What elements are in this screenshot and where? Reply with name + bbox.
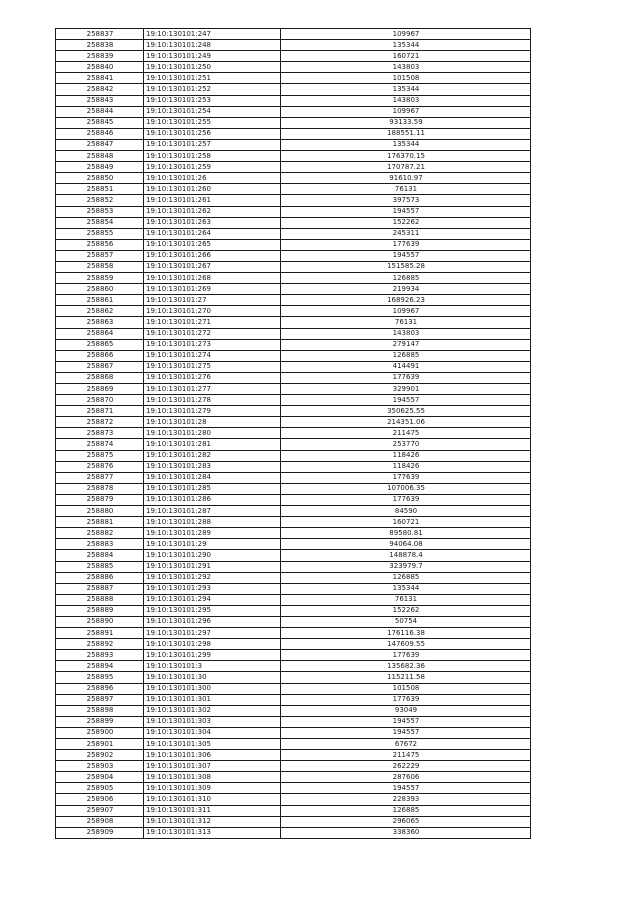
row-number-cell: 258889 <box>56 605 144 616</box>
row-number-cell: 258848 <box>56 151 144 162</box>
value-cell: 126885 <box>281 273 531 284</box>
table-row <box>56 594 531 605</box>
row-number-cell: 258894 <box>56 661 144 672</box>
row-number-cell: 258866 <box>56 350 144 361</box>
value-cell: 214351.06 <box>281 417 531 428</box>
value-cell: 152262 <box>281 217 531 228</box>
table-row <box>56 428 531 439</box>
table-row <box>56 783 531 794</box>
value-cell: 126885 <box>281 805 531 816</box>
value-cell: 101508 <box>281 73 531 84</box>
cadastral-number-cell: 19:10:130101:273 <box>144 339 281 350</box>
value-cell: 414491 <box>281 361 531 372</box>
row-number-cell: 258839 <box>56 51 144 62</box>
cadastral-number-cell: 19:10:130101:27 <box>144 295 281 306</box>
table-row <box>56 217 531 228</box>
cadastral-number-cell: 19:10:130101:312 <box>144 816 281 827</box>
row-number-cell: 258854 <box>56 217 144 228</box>
row-number-cell: 258856 <box>56 239 144 250</box>
cadastral-number-cell: 19:10:130101:275 <box>144 361 281 372</box>
cadastral-number-cell: 19:10:130101:247 <box>144 29 281 40</box>
value-cell: 93049 <box>281 705 531 716</box>
row-number-cell: 258838 <box>56 40 144 51</box>
cadastral-number-cell: 19:10:130101:274 <box>144 350 281 361</box>
value-cell: 84590 <box>281 506 531 517</box>
value-cell: 338360 <box>281 827 531 838</box>
cadastral-number-cell: 19:10:130101:292 <box>144 572 281 583</box>
value-cell: 177639 <box>281 372 531 383</box>
table-row <box>56 816 531 827</box>
table-row <box>56 339 531 350</box>
table-row <box>56 173 531 184</box>
value-cell: 94064.08 <box>281 539 531 550</box>
cadastral-number-cell: 19:10:130101:301 <box>144 694 281 705</box>
table-row <box>56 284 531 295</box>
value-cell: 143803 <box>281 62 531 73</box>
value-cell: 76131 <box>281 184 531 195</box>
cadastral-number-cell: 19:10:130101:28 <box>144 417 281 428</box>
table-row <box>56 261 531 272</box>
row-number-cell: 258877 <box>56 472 144 483</box>
value-cell: 135344 <box>281 84 531 95</box>
cadastral-number-cell: 19:10:130101:302 <box>144 705 281 716</box>
cadastral-number-cell: 19:10:130101:259 <box>144 162 281 173</box>
table-row <box>56 639 531 650</box>
value-cell: 194557 <box>281 206 531 217</box>
cadastral-number-cell: 19:10:130101:254 <box>144 106 281 117</box>
cadastral-number-cell: 19:10:130101:283 <box>144 461 281 472</box>
value-cell: 194557 <box>281 727 531 738</box>
row-number-cell: 258861 <box>56 295 144 306</box>
value-cell: 109967 <box>281 306 531 317</box>
value-cell: 89580.81 <box>281 528 531 539</box>
row-number-cell: 258899 <box>56 716 144 727</box>
value-cell: 107006.35 <box>281 483 531 494</box>
table-row <box>56 350 531 361</box>
cadastral-number-cell: 19:10:130101:256 <box>144 128 281 139</box>
value-cell: 211475 <box>281 428 531 439</box>
row-number-cell: 258847 <box>56 139 144 150</box>
cadastral-number-cell: 19:10:130101:261 <box>144 195 281 206</box>
cadastral-number-cell: 19:10:130101:277 <box>144 384 281 395</box>
cadastral-number-cell: 19:10:130101:265 <box>144 239 281 250</box>
row-number-cell: 258868 <box>56 372 144 383</box>
cadastral-number-cell: 19:10:130101:252 <box>144 84 281 95</box>
value-cell: 279147 <box>281 339 531 350</box>
cadastral-number-cell: 19:10:130101:294 <box>144 594 281 605</box>
cadastral-number-cell: 19:10:130101:280 <box>144 428 281 439</box>
row-number-cell: 258883 <box>56 539 144 550</box>
cadastral-number-cell: 19:10:130101:250 <box>144 62 281 73</box>
cadastral-number-cell: 19:10:130101:268 <box>144 273 281 284</box>
table-row <box>56 683 531 694</box>
row-number-cell: 258892 <box>56 639 144 650</box>
cadastral-number-cell: 19:10:130101:296 <box>144 616 281 627</box>
cadastral-number-cell: 19:10:130101:299 <box>144 650 281 661</box>
table-body <box>56 29 531 839</box>
row-number-cell: 258881 <box>56 517 144 528</box>
value-cell: 109967 <box>281 29 531 40</box>
value-cell: 148878.4 <box>281 550 531 561</box>
row-number-cell: 258851 <box>56 184 144 195</box>
table-row <box>56 616 531 627</box>
table-row <box>56 195 531 206</box>
row-number-cell: 258884 <box>56 550 144 561</box>
cadastral-number-cell: 19:10:130101:309 <box>144 783 281 794</box>
table-row <box>56 794 531 805</box>
table-row <box>56 273 531 284</box>
value-cell: 329901 <box>281 384 531 395</box>
cadastral-number-cell: 19:10:130101:285 <box>144 483 281 494</box>
cadastral-number-cell: 19:10:130101:269 <box>144 284 281 295</box>
row-number-cell: 258862 <box>56 306 144 317</box>
value-cell: 176370.15 <box>281 151 531 162</box>
cadastral-number-cell: 19:10:130101:30 <box>144 672 281 683</box>
table-row <box>56 417 531 428</box>
table-row <box>56 95 531 106</box>
cadastral-number-cell: 19:10:130101:297 <box>144 628 281 639</box>
table-row <box>56 450 531 461</box>
table-row <box>56 494 531 505</box>
value-cell: 194557 <box>281 395 531 406</box>
cadastral-number-cell: 19:10:130101:262 <box>144 206 281 217</box>
row-number-cell: 258874 <box>56 439 144 450</box>
table-row <box>56 406 531 417</box>
table-row <box>56 539 531 550</box>
cadastral-number-cell: 19:10:130101:271 <box>144 317 281 328</box>
table-row <box>56 661 531 672</box>
cadastral-number-cell: 19:10:130101:300 <box>144 683 281 694</box>
table-row <box>56 395 531 406</box>
row-number-cell: 258880 <box>56 506 144 517</box>
value-cell: 50754 <box>281 616 531 627</box>
value-cell: 91610.97 <box>281 173 531 184</box>
value-cell: 160721 <box>281 517 531 528</box>
row-number-cell: 258888 <box>56 594 144 605</box>
cadastral-number-cell: 19:10:130101:289 <box>144 528 281 539</box>
row-number-cell: 258875 <box>56 450 144 461</box>
cadastral-number-cell: 19:10:130101:253 <box>144 95 281 106</box>
value-cell: 126885 <box>281 572 531 583</box>
value-cell: 170787.21 <box>281 162 531 173</box>
value-cell: 67672 <box>281 739 531 750</box>
table-row <box>56 84 531 95</box>
cadastral-number-cell: 19:10:130101:255 <box>144 117 281 128</box>
cadastral-number-cell: 19:10:130101:248 <box>144 40 281 51</box>
table-row <box>56 461 531 472</box>
table-row <box>56 605 531 616</box>
cadastral-number-cell: 19:10:130101:270 <box>144 306 281 317</box>
value-cell: 135344 <box>281 139 531 150</box>
table-row <box>56 206 531 217</box>
cadastral-number-cell: 19:10:130101:306 <box>144 750 281 761</box>
row-number-cell: 258885 <box>56 561 144 572</box>
row-number-cell: 258905 <box>56 783 144 794</box>
row-number-cell: 258904 <box>56 772 144 783</box>
row-number-cell: 258844 <box>56 106 144 117</box>
table-row <box>56 239 531 250</box>
table-row <box>56 29 531 40</box>
table-row <box>56 328 531 339</box>
cadastral-number-cell: 19:10:130101:279 <box>144 406 281 417</box>
table-row <box>56 750 531 761</box>
row-number-cell: 258852 <box>56 195 144 206</box>
value-cell: 245311 <box>281 228 531 239</box>
row-number-cell: 258857 <box>56 250 144 261</box>
row-number-cell: 258865 <box>56 339 144 350</box>
row-number-cell: 258897 <box>56 694 144 705</box>
row-number-cell: 258903 <box>56 761 144 772</box>
row-number-cell: 258907 <box>56 805 144 816</box>
table-row <box>56 73 531 84</box>
table-row <box>56 483 531 494</box>
table-row <box>56 51 531 62</box>
table-row <box>56 472 531 483</box>
table-row <box>56 317 531 328</box>
cadastral-number-cell: 19:10:130101:263 <box>144 217 281 228</box>
cadastral-number-cell: 19:10:130101:288 <box>144 517 281 528</box>
row-number-cell: 258855 <box>56 228 144 239</box>
row-number-cell: 258870 <box>56 395 144 406</box>
table-row <box>56 650 531 661</box>
value-cell: 115211.58 <box>281 672 531 683</box>
row-number-cell: 258879 <box>56 494 144 505</box>
value-cell: 177639 <box>281 650 531 661</box>
value-cell: 177639 <box>281 694 531 705</box>
value-cell: 152262 <box>281 605 531 616</box>
table-row <box>56 384 531 395</box>
row-number-cell: 258871 <box>56 406 144 417</box>
table-row <box>56 761 531 772</box>
value-cell: 253770 <box>281 439 531 450</box>
table-row <box>56 528 531 539</box>
row-number-cell: 258860 <box>56 284 144 295</box>
cadastral-number-cell: 19:10:130101:272 <box>144 328 281 339</box>
cadastral-number-cell: 19:10:130101:303 <box>144 716 281 727</box>
row-number-cell: 258846 <box>56 128 144 139</box>
value-cell: 118426 <box>281 450 531 461</box>
value-cell: 101508 <box>281 683 531 694</box>
cadastral-number-cell: 19:10:130101:310 <box>144 794 281 805</box>
value-cell: 177639 <box>281 239 531 250</box>
row-number-cell: 258886 <box>56 572 144 583</box>
cadastral-number-cell: 19:10:130101:304 <box>144 727 281 738</box>
value-cell: 262229 <box>281 761 531 772</box>
cadastral-number-cell: 19:10:130101:258 <box>144 151 281 162</box>
value-cell: 194557 <box>281 250 531 261</box>
cadastral-number-cell: 19:10:130101:287 <box>144 506 281 517</box>
table-row <box>56 162 531 173</box>
cadastral-number-cell: 19:10:130101:311 <box>144 805 281 816</box>
table-row <box>56 439 531 450</box>
cadastral-number-cell: 19:10:130101:298 <box>144 639 281 650</box>
row-number-cell: 258890 <box>56 616 144 627</box>
value-cell: 350625.55 <box>281 406 531 417</box>
row-number-cell: 258872 <box>56 417 144 428</box>
cadastral-number-cell: 19:10:130101:266 <box>144 250 281 261</box>
cadastral-number-cell: 19:10:130101:257 <box>144 139 281 150</box>
row-number-cell: 258909 <box>56 827 144 838</box>
row-number-cell: 258842 <box>56 84 144 95</box>
table-row <box>56 672 531 683</box>
table-row <box>56 228 531 239</box>
value-cell: 160721 <box>281 51 531 62</box>
table-row <box>56 139 531 150</box>
value-cell: 188551.11 <box>281 128 531 139</box>
row-number-cell: 258895 <box>56 672 144 683</box>
value-cell: 151585.28 <box>281 261 531 272</box>
row-number-cell: 258864 <box>56 328 144 339</box>
value-cell: 118426 <box>281 461 531 472</box>
table-row <box>56 583 531 594</box>
value-cell: 194557 <box>281 716 531 727</box>
row-number-cell: 258901 <box>56 739 144 750</box>
row-number-cell: 258850 <box>56 173 144 184</box>
value-cell: 135682.36 <box>281 661 531 672</box>
value-cell: 143803 <box>281 95 531 106</box>
table-row <box>56 827 531 838</box>
cadastral-number-cell: 19:10:130101:281 <box>144 439 281 450</box>
row-number-cell: 258906 <box>56 794 144 805</box>
row-number-cell: 258900 <box>56 727 144 738</box>
cadastral-number-cell: 19:10:130101:282 <box>144 450 281 461</box>
table-row <box>56 705 531 716</box>
value-cell: 76131 <box>281 317 531 328</box>
row-number-cell: 258849 <box>56 162 144 173</box>
table-row <box>56 694 531 705</box>
table-row <box>56 62 531 73</box>
cadastral-value-table <box>55 28 531 839</box>
row-number-cell: 258887 <box>56 583 144 594</box>
row-number-cell: 258859 <box>56 273 144 284</box>
table-row <box>56 372 531 383</box>
row-number-cell: 258893 <box>56 650 144 661</box>
table-row <box>56 506 531 517</box>
table-row <box>56 295 531 306</box>
value-cell: 135344 <box>281 583 531 594</box>
cadastral-number-cell: 19:10:130101:307 <box>144 761 281 772</box>
cadastral-number-cell: 19:10:130101:3 <box>144 661 281 672</box>
value-cell: 296065 <box>281 816 531 827</box>
row-number-cell: 258908 <box>56 816 144 827</box>
cadastral-number-cell: 19:10:130101:305 <box>144 739 281 750</box>
row-number-cell: 258882 <box>56 528 144 539</box>
cadastral-number-cell: 19:10:130101:295 <box>144 605 281 616</box>
row-number-cell: 258841 <box>56 73 144 84</box>
table-row <box>56 306 531 317</box>
table-row <box>56 40 531 51</box>
cadastral-number-cell: 19:10:130101:286 <box>144 494 281 505</box>
table-row <box>56 250 531 261</box>
row-number-cell: 258858 <box>56 261 144 272</box>
value-cell: 211475 <box>281 750 531 761</box>
row-number-cell: 258837 <box>56 29 144 40</box>
cadastral-number-cell: 19:10:130101:267 <box>144 261 281 272</box>
value-cell: 323979.7 <box>281 561 531 572</box>
row-number-cell: 258840 <box>56 62 144 73</box>
value-cell: 143803 <box>281 328 531 339</box>
value-cell: 126885 <box>281 350 531 361</box>
value-cell: 287606 <box>281 772 531 783</box>
value-cell: 194557 <box>281 783 531 794</box>
table-row <box>56 572 531 583</box>
value-cell: 219934 <box>281 284 531 295</box>
table-row <box>56 361 531 372</box>
cadastral-number-cell: 19:10:130101:26 <box>144 173 281 184</box>
value-cell: 147609.55 <box>281 639 531 650</box>
cadastral-number-cell: 19:10:130101:249 <box>144 51 281 62</box>
cadastral-number-cell: 19:10:130101:264 <box>144 228 281 239</box>
table-row <box>56 772 531 783</box>
value-cell: 228393 <box>281 794 531 805</box>
table-row <box>56 561 531 572</box>
row-number-cell: 258867 <box>56 361 144 372</box>
row-number-cell: 258878 <box>56 483 144 494</box>
table-row <box>56 117 531 128</box>
table-row <box>56 151 531 162</box>
value-cell: 176116.38 <box>281 628 531 639</box>
table-row <box>56 184 531 195</box>
cadastral-number-cell: 19:10:130101:260 <box>144 184 281 195</box>
value-cell: 168926.23 <box>281 295 531 306</box>
table-row <box>56 517 531 528</box>
table-row <box>56 106 531 117</box>
value-cell: 135344 <box>281 40 531 51</box>
row-number-cell: 258869 <box>56 384 144 395</box>
value-cell: 109967 <box>281 106 531 117</box>
row-number-cell: 258845 <box>56 117 144 128</box>
cadastral-number-cell: 19:10:130101:293 <box>144 583 281 594</box>
cadastral-number-cell: 19:10:130101:284 <box>144 472 281 483</box>
value-cell: 177639 <box>281 472 531 483</box>
cadastral-number-cell: 19:10:130101:29 <box>144 539 281 550</box>
value-cell: 177639 <box>281 494 531 505</box>
row-number-cell: 258873 <box>56 428 144 439</box>
table-row <box>56 128 531 139</box>
cadastral-number-cell: 19:10:130101:276 <box>144 372 281 383</box>
value-cell: 93133.59 <box>281 117 531 128</box>
row-number-cell: 258896 <box>56 683 144 694</box>
table-row <box>56 739 531 750</box>
cadastral-number-cell: 19:10:130101:308 <box>144 772 281 783</box>
row-number-cell: 258853 <box>56 206 144 217</box>
cadastral-number-cell: 19:10:130101:313 <box>144 827 281 838</box>
table-row <box>56 727 531 738</box>
row-number-cell: 258898 <box>56 705 144 716</box>
cadastral-number-cell: 19:10:130101:291 <box>144 561 281 572</box>
cadastral-number-cell: 19:10:130101:278 <box>144 395 281 406</box>
row-number-cell: 258891 <box>56 628 144 639</box>
value-cell: 76131 <box>281 594 531 605</box>
table-row <box>56 550 531 561</box>
value-cell: 397573 <box>281 195 531 206</box>
cadastral-number-cell: 19:10:130101:290 <box>144 550 281 561</box>
row-number-cell: 258843 <box>56 95 144 106</box>
row-number-cell: 258876 <box>56 461 144 472</box>
table-row <box>56 716 531 727</box>
row-number-cell: 258902 <box>56 750 144 761</box>
cadastral-number-cell: 19:10:130101:251 <box>144 73 281 84</box>
table-row <box>56 628 531 639</box>
row-number-cell: 258863 <box>56 317 144 328</box>
table-row <box>56 805 531 816</box>
